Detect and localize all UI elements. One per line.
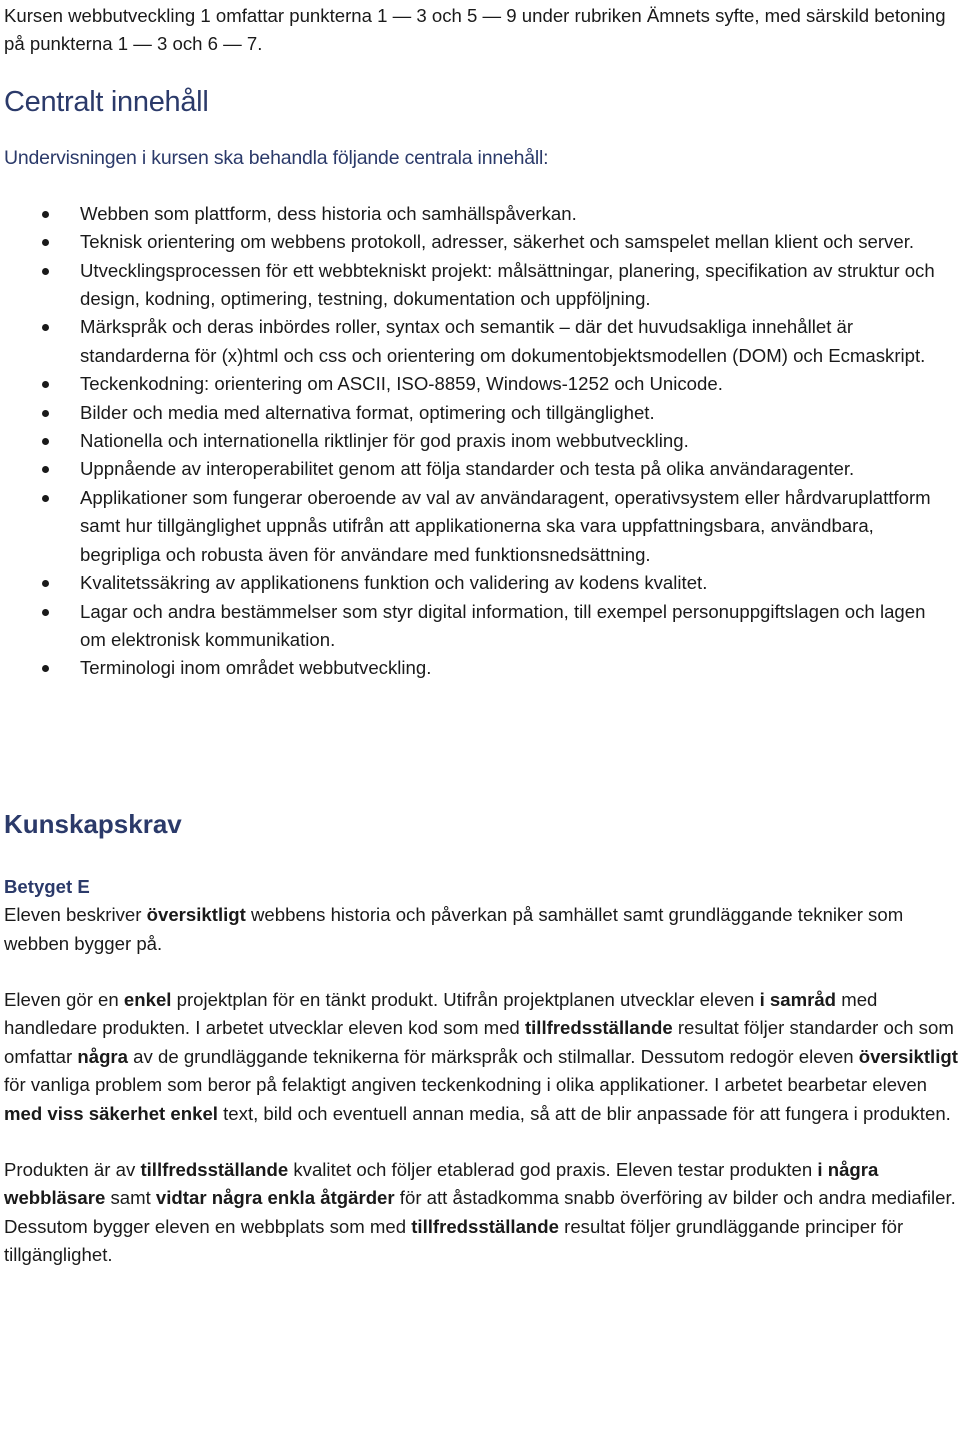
kunskapskrav-heading: Kunskapskrav <box>4 808 182 839</box>
list-item-text: Teckenkodning: orientering om ASCII, ISO-8859, Windows-1252 och Unicode. <box>80 373 723 395</box>
intro-paragraph: Kursen webbutveckling 1 omfattar punkterna 1 — 3 och 5 — 9 under rubriken Ämnets syfte, med särskild betoning på punkterna 1 — 3 och 6 — 7. <box>4 5 946 55</box>
list-item-text: Nationella och internationella riktlinjer för god praxis inom webbutveckling. <box>80 430 689 452</box>
grade-e-paragraph-2 <box>4 986 960 1128</box>
emphasis-run: med viss säkerhet enkel <box>4 1102 218 1124</box>
list-item <box>4 370 960 398</box>
emphasis-run: i samråd <box>759 988 837 1010</box>
bullet-icon <box>42 324 49 331</box>
emphasis-run: översiktligt <box>858 1045 958 1067</box>
emphasis-run: tillfredsställande <box>524 1017 673 1039</box>
list-item-text: Applikationer som fungerar oberoende av val av användaragent, operativsystem eller hårdvaruplattform samt hur tillgänglighet uppnås utifrån att applikationerna ska vara uppfattningsbara, användbara, begripliga och robusta även för användare med funktionsnedsättning. <box>80 486 931 565</box>
list-item-text: Terminologi inom området webbutveckling. <box>80 657 432 679</box>
emphasis-run: några <box>77 1045 129 1067</box>
bullet-icon <box>42 665 49 672</box>
text-run: samt <box>105 1187 156 1209</box>
bullet-icon <box>42 381 49 388</box>
list-item-text: Märkspråk och deras inbördes roller, syntax och semantik – där det huvudsakliga innehållet är standarderna för (x)html och css och orientering om dokumentobjektsmodellen (DOM) och Ecmaskript. <box>80 316 926 366</box>
list-item-text: Uppnående av interoperabilitet genom att följa standarder och testa på olika användaragenter. <box>80 458 855 480</box>
text-run: Produkten är av <box>4 1158 141 1180</box>
bullet-icon <box>42 438 49 445</box>
list-item <box>4 654 960 682</box>
text-run: för vanliga problem som beror på felaktigt angiven teckenkodning i olika applikationer. I arbetet bearbetar eleven <box>4 1074 928 1096</box>
grade-e-paragraph-1 <box>4 901 960 958</box>
emphasis-run: vidtar några enkla åtgärder <box>155 1187 395 1209</box>
text-run: kvalitet och följer etablerad god praxis. Eleven testar produkten <box>288 1158 818 1180</box>
bullet-icon <box>42 410 49 417</box>
bullet-icon <box>42 580 49 587</box>
list-item <box>4 569 960 597</box>
list-item-text: Utvecklingsprocessen för ett webbtekniskt projekt: målsättningar, planering, specifikation av struktur och design, kodning, optimering, testning, dokumentation och uppföljning. <box>80 259 935 310</box>
list-item-text: Kvalitetssäkring av applikationens funktion och validering av kodens kvalitet. <box>80 572 708 594</box>
emphasis-run: tillfredsställande <box>411 1215 559 1237</box>
list-item-text: Webben som plattform, dess historia och samhällspåverkan. <box>80 202 577 224</box>
bullet-icon <box>42 239 49 246</box>
list-item <box>4 257 960 314</box>
bullet-icon <box>42 495 49 502</box>
grade-e-paragraph-3 <box>4 1156 960 1270</box>
central-heading: Centralt innehåll <box>4 85 209 118</box>
central-content-list <box>4 200 960 683</box>
text-run: för att åstadkomma snabb överföring av bilder och andra mediafiler. Dessutom bygger eleven en webbplats som med <box>4 1187 956 1237</box>
bullet-icon <box>42 268 49 275</box>
grade-heading: Betyget E <box>4 875 90 897</box>
list-item <box>4 313 960 370</box>
text-run: resultat följer standarder och som omfattar <box>4 1017 954 1067</box>
text-run: text, bild och eventuell annan media, så att de blir anpassade för att fungera i produkten. <box>217 1102 951 1124</box>
text-run: projektplan för en tänkt produkt. Utifrån projektplanen utvecklar eleven <box>171 988 760 1010</box>
list-item <box>4 399 960 427</box>
text-run: webbens historia och påverkan på samhället samt grundläggande tekniker som webben bygger på. <box>4 904 904 954</box>
emphasis-run: översiktligt <box>146 904 246 926</box>
list-item <box>4 228 960 256</box>
list-item <box>4 598 960 655</box>
document-page <box>4 0 960 1270</box>
bullet-icon <box>42 466 49 473</box>
bullet-icon <box>42 609 49 616</box>
list-item <box>4 427 960 455</box>
list-item <box>4 200 960 228</box>
list-item-text: Lagar och andra bestämmelser som styr digital information, till exempel personuppgiftslagen och lagen om elektronisk kommunikation. <box>80 600 926 650</box>
text-run: Eleven gör en <box>4 988 124 1010</box>
emphasis-run: enkel <box>123 988 172 1010</box>
emphasis-run: tillfredsställande <box>140 1158 289 1180</box>
list-item-text: Bilder och media med alternativa format, optimering och tillgänglighet. <box>80 401 655 423</box>
emphasis-run: i några webbläsare <box>4 1158 879 1209</box>
text-run: resultat följer grundläggande principer för tillgänglighet. <box>4 1215 904 1266</box>
list-item <box>4 484 960 569</box>
central-subheading: Undervisningen i kursen ska behandla följande centrala innehåll: <box>4 146 549 169</box>
list-item <box>4 455 960 483</box>
bullet-icon <box>42 211 49 218</box>
text-run: Eleven beskriver <box>4 904 147 926</box>
list-item-text: Teknisk orientering om webbens protokoll, adresser, säkerhet och samspelet mellan klient och server. <box>80 231 915 253</box>
text-run: av de grundläggande teknikerna för märkspråk och stilmallar. Dessutom redogör eleven <box>128 1045 859 1067</box>
text-run: med handledare produkten. I arbetet utvecklar eleven kod som med <box>4 988 878 1039</box>
